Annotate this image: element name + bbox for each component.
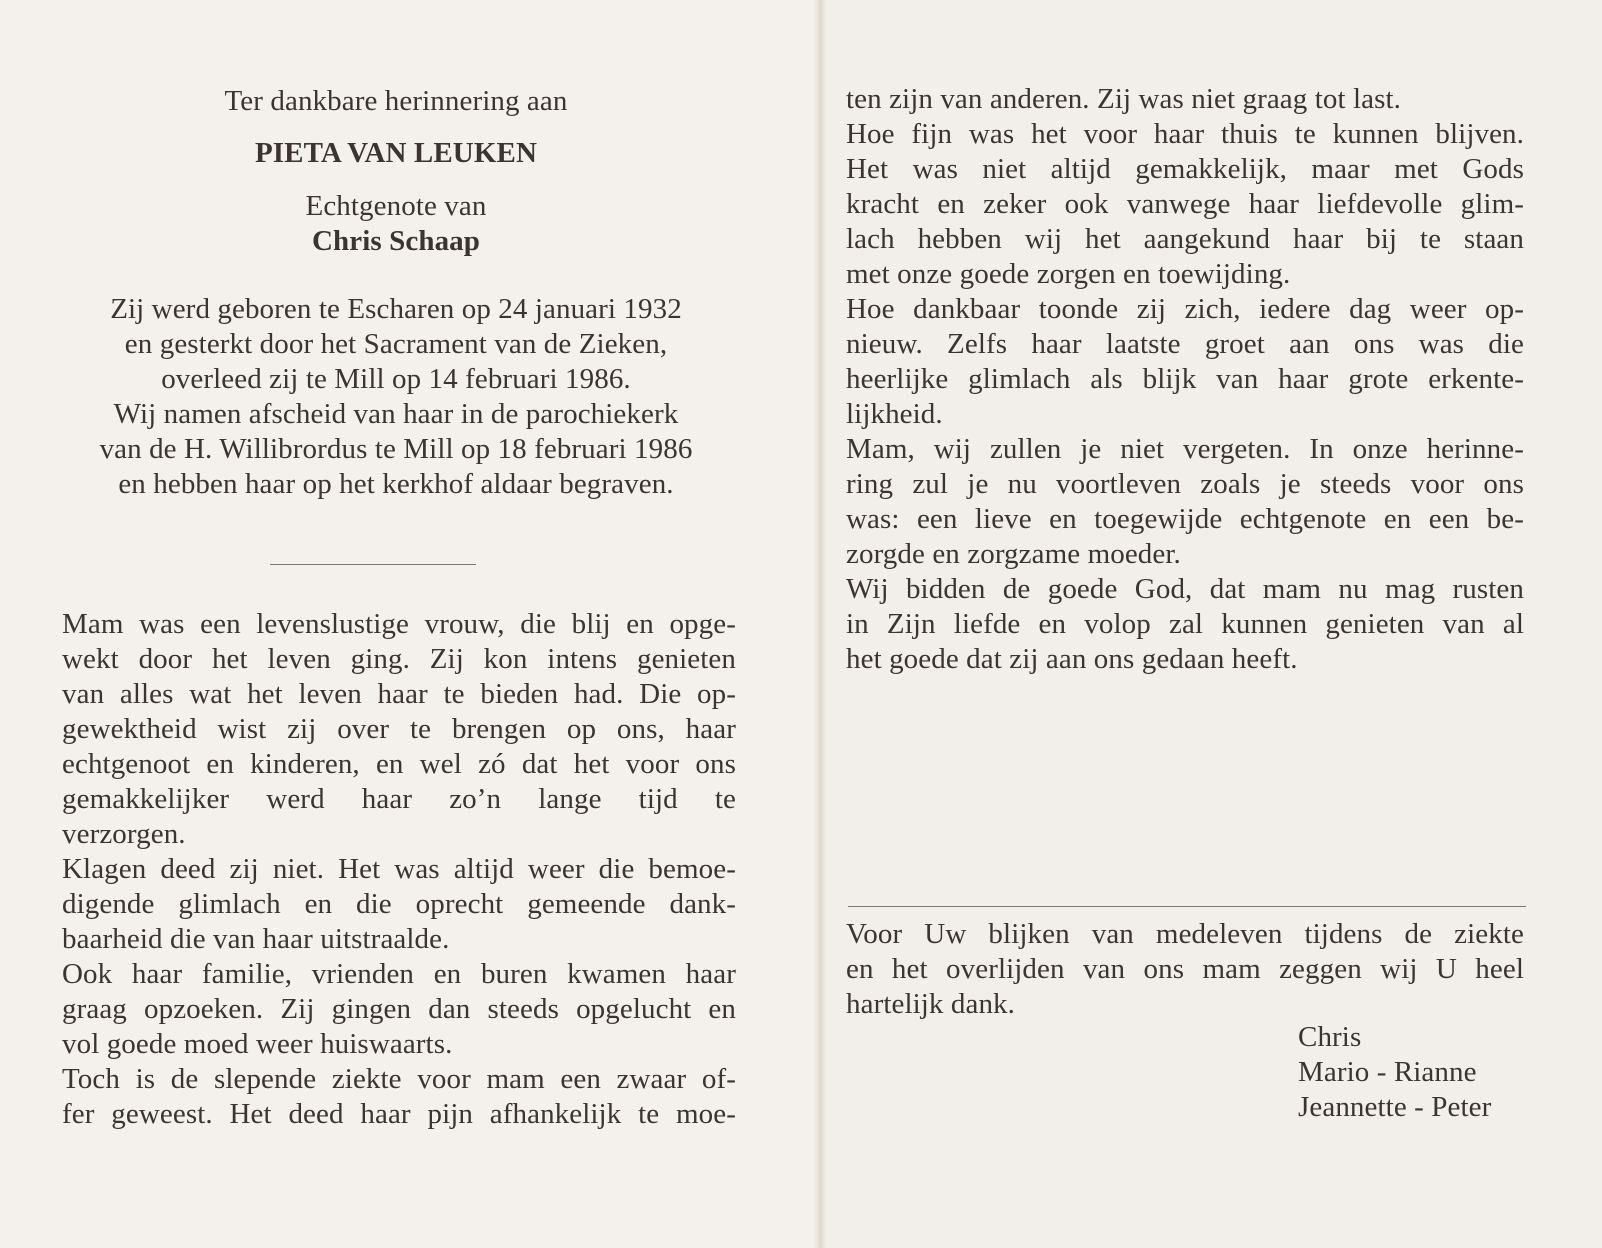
intro-line: Ter dankbare herinnering aan bbox=[224, 85, 568, 117]
tribute-line: ring zul je nu voortleven zoals je steeds voor ons bbox=[846, 468, 1524, 500]
biography-line: van de H. Willibrordus te Mill op 18 februari 1986 bbox=[99, 433, 693, 465]
tribute-line: Hoe dankbaar toonde zij zich, iedere dag weer op- bbox=[846, 293, 1524, 325]
tribute-line: Klagen deed zij niet. Het was altijd weer die bemoe- bbox=[62, 853, 736, 885]
tribute-line: baarheid die van haar uitstraalde. bbox=[62, 923, 450, 955]
thanks-rule bbox=[848, 906, 1526, 907]
tribute-line: kracht en zeker ook vanwege haar liefdevolle glim- bbox=[846, 188, 1524, 220]
tribute-line: gewektheid wist zij over te brengen op ons, haar bbox=[62, 713, 736, 745]
tribute-line: Wij bidden de goede God, dat mam nu mag rusten bbox=[846, 573, 1524, 605]
tribute-line: van alles wat het leven haar te bieden had. Die op- bbox=[62, 678, 736, 710]
thanks-line: Voor Uw blijken van medeleven tijdens de ziekte bbox=[846, 918, 1524, 950]
biography-line: en gesterkt door het Sacrament van de Zieken, bbox=[124, 328, 668, 360]
thanks-line: en het overlijden van ons mam zeggen wij U heel bbox=[846, 953, 1524, 985]
tribute-line: wekt door het leven ging. Zij kon intens genieten bbox=[62, 643, 736, 675]
tribute-line: in Zijn liefde en volop zal kunnen genieten van al bbox=[846, 608, 1524, 640]
tribute-line: echtgenoot en kinderen, en wel zó dat het voor ons bbox=[62, 748, 736, 780]
tribute-line: lijkheid. bbox=[846, 398, 943, 430]
tribute-line: Mam was een levenslustige vrouw, die blij en opge- bbox=[62, 608, 736, 640]
tribute-line: graag opzoeken. Zij gingen dan steeds opgelucht en bbox=[62, 993, 736, 1025]
spouse-name: Chris Schaap bbox=[312, 225, 480, 257]
tribute-line: met onze goede zorgen en toewijding. bbox=[846, 258, 1291, 290]
signature-line: Mario - Rianne bbox=[1298, 1056, 1477, 1088]
tribute-line: Toch is de slepende ziekte voor mam een zwaar of- bbox=[62, 1063, 736, 1095]
deceased-name: PIETA VAN LEUKEN bbox=[254, 137, 537, 169]
separator-rule bbox=[270, 564, 476, 565]
biography-line: en hebben haar op het kerkhof aldaar begraven. bbox=[118, 468, 674, 500]
page-fold bbox=[814, 0, 826, 1248]
tribute-line: zorgde en zorgzame moeder. bbox=[846, 538, 1181, 570]
biography-line: overleed zij te Mill op 14 februari 1986. bbox=[161, 363, 631, 395]
signature-line: Chris bbox=[1298, 1021, 1362, 1053]
spouse-label: Echtgenote van bbox=[305, 190, 487, 222]
tribute-line: nieuw. Zelfs haar laatste groet aan ons was die bbox=[846, 328, 1524, 360]
biography-line: Zij werd geboren te Escharen op 24 januari 1932 bbox=[110, 293, 682, 325]
tribute-line: Ook haar familie, vrienden en buren kwamen haar bbox=[62, 958, 736, 990]
signature-line: Jeannette - Peter bbox=[1298, 1091, 1492, 1123]
tribute-line: vol goede moed weer huiswaarts. bbox=[62, 1028, 453, 1060]
tribute-line: Mam, wij zullen je niet vergeten. In onze herinne- bbox=[846, 433, 1524, 465]
tribute-line: lach hebben wij het aangekund haar bij te staan bbox=[846, 223, 1524, 255]
tribute-line: was: een lieve en toegewijde echtgenote en een be- bbox=[846, 503, 1524, 535]
tribute-line: Het was niet altijd gemakkelijk, maar met Gods bbox=[846, 153, 1524, 185]
tribute-line: fer geweest. Het deed haar pijn afhankelijk te moe- bbox=[62, 1098, 736, 1130]
biography-line: Wij namen afscheid van haar in de parochiekerk bbox=[113, 398, 679, 430]
tribute-line: het goede dat zij aan ons gedaan heeft. bbox=[846, 643, 1298, 675]
tribute-line: heerlijke glimlach als blijk van haar grote erkente- bbox=[846, 363, 1524, 395]
tribute-line: Hoe fijn was het voor haar thuis te kunnen blijven. bbox=[846, 118, 1524, 150]
tribute-line: digende glimlach en die oprecht gemeende dank- bbox=[62, 888, 736, 920]
tribute-line: gemakkelijker werd haar zo’n lange tijd te bbox=[62, 783, 736, 815]
tribute-line: verzorgen. bbox=[62, 818, 186, 850]
thanks-line: hartelijk dank. bbox=[846, 988, 1016, 1020]
tribute-line: ten zijn van anderen. Zij was niet graag tot last. bbox=[846, 83, 1402, 115]
